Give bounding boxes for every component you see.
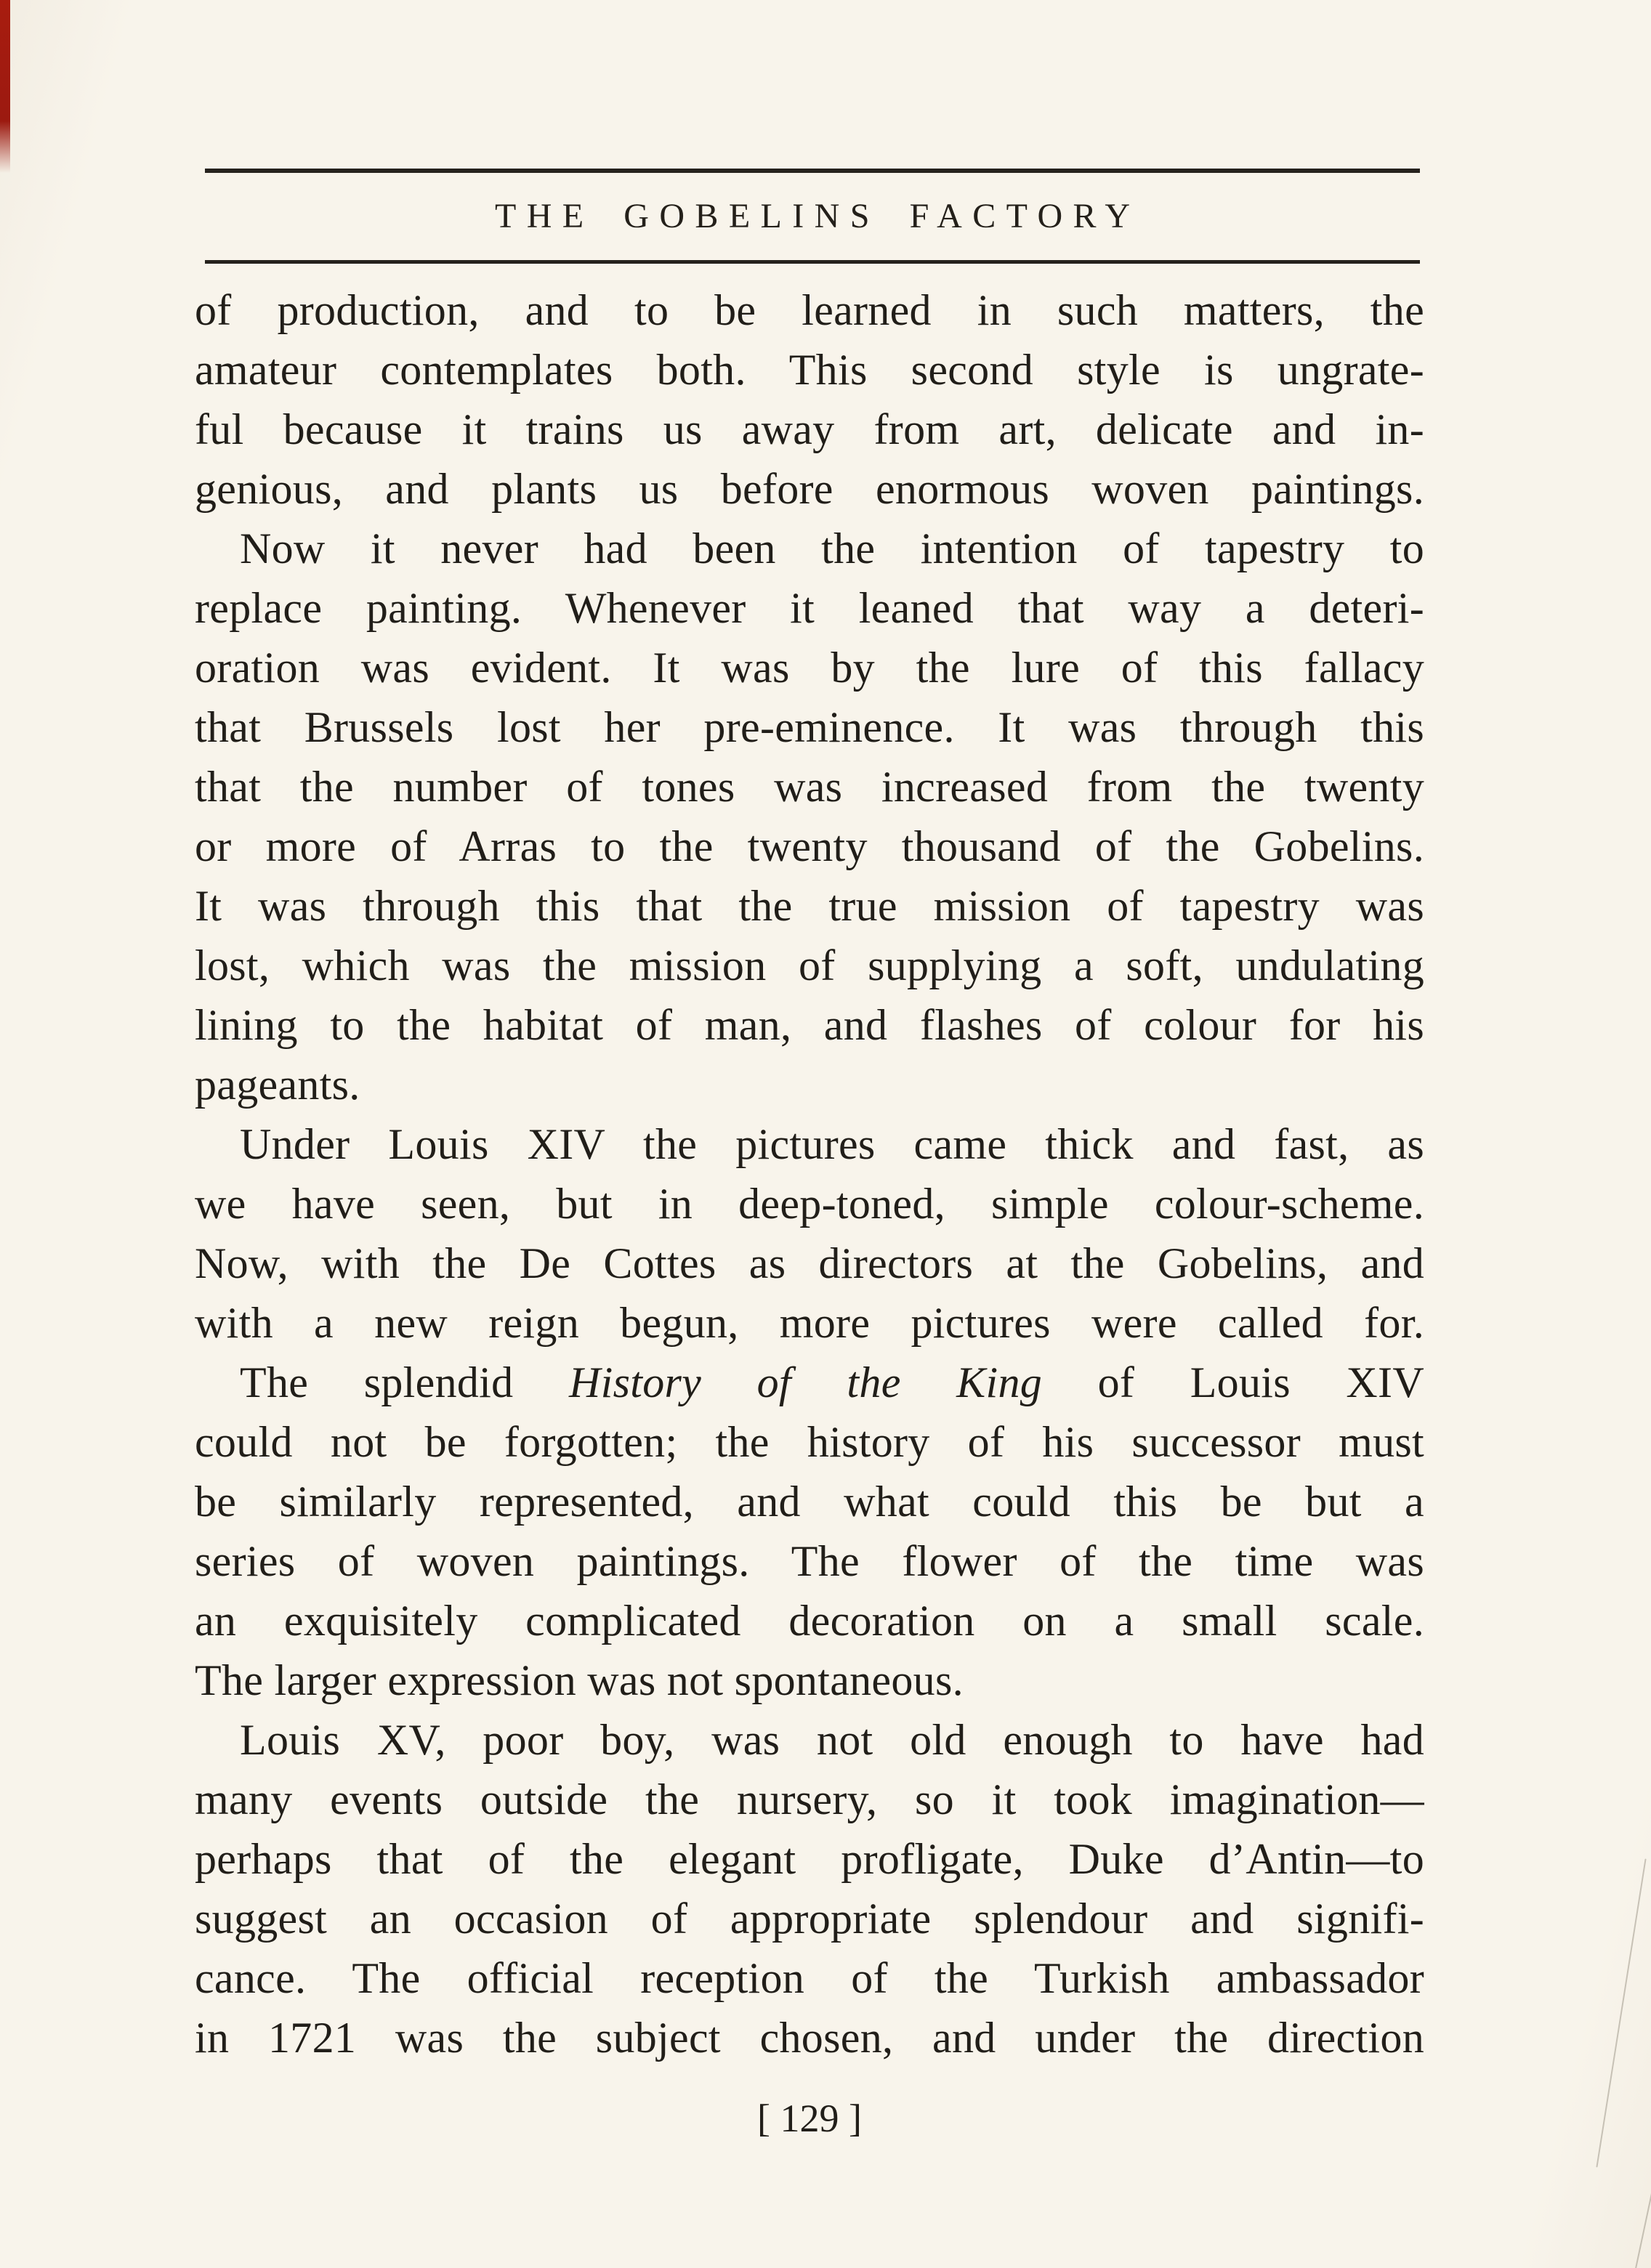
text-line: The larger expression was not spontaneous.: [195, 1656, 964, 1704]
text-line: cance. The official reception of the Turkish ambassador: [195, 1954, 1424, 2002]
text-line: series of woven paintings. The flower of the time was: [195, 1537, 1424, 1585]
text-segment: The splendid: [240, 1358, 569, 1406]
text-line: Louis XV, poor boy, was not old enough to have had: [240, 1716, 1424, 1764]
text-line: pageants.: [195, 1061, 360, 1109]
text-line: we have seen, but in deep-toned, simple colour-scheme.: [195, 1180, 1424, 1228]
scan-artifact-red-edge: [0, 0, 10, 173]
text-line: of production, and to be learned in such matters, the: [195, 286, 1424, 334]
page-header: [205, 169, 1420, 264]
paragraph-2: [195, 519, 1424, 1114]
text-line: lost, which was the mission of supplying a soft, undulating: [195, 941, 1424, 989]
header-rule-bottom: [205, 260, 1420, 264]
text-line: that the number of tones was increased from the twenty: [195, 763, 1424, 811]
text-line: amateur contemplates both. This second style is ungrate-: [195, 346, 1424, 394]
text-line: replace painting. Whenever it leaned that way a deteri-: [195, 584, 1424, 632]
text-line: It was through this that the true mission of tapestry was: [195, 882, 1424, 930]
text-line: perhaps that of the elegant profligate, Duke d’Antin—to: [195, 1835, 1424, 1883]
paragraph-1: [195, 280, 1424, 519]
text-line: could not be forgotten; the history of his successor must: [195, 1418, 1424, 1466]
text-line: with a new reign begun, more pictures were called for.: [195, 1299, 1424, 1347]
text-line: ful because it trains us away from art, delicate and in-: [195, 405, 1424, 453]
text-line: [195, 1353, 1424, 1412]
text-line: lining to the habitat of man, and flashes of colour for his: [195, 1001, 1424, 1049]
page-body: [195, 280, 1424, 2067]
scan-artifact-hairline: [1596, 1858, 1646, 2167]
text-line: an exquisitely complicated decoration on a small scale.: [195, 1597, 1424, 1645]
page-number: [ 129 ]: [757, 2097, 862, 2140]
paragraph-3: [195, 1114, 1424, 1353]
text-segment: of Louis XIV: [1042, 1358, 1424, 1406]
paragraph-5: [195, 1710, 1424, 2067]
text-line: many events outside the nursery, so it took imagination—: [195, 1775, 1424, 1823]
text-line: oration was evident. It was by the lure of this fallacy: [195, 644, 1424, 692]
running-head-title: THE GOBELINS FACTORY: [494, 197, 1141, 235]
book-title-italic: History of the King: [568, 1358, 1043, 1406]
paragraph-4: [195, 1353, 1424, 1710]
text-line: Now it never had been the intention of tapestry to: [240, 525, 1424, 572]
text-line: that Brussels lost her pre-eminence. It was through this: [195, 703, 1424, 751]
text-line: in 1721 was the subject chosen, and under the direction: [195, 2014, 1424, 2062]
text-line: genious, and plants us before enormous woven paintings.: [195, 465, 1424, 513]
scan-artifact-hairline: [1618, 2131, 1651, 2268]
text-line: Now, with the De Cottes as directors at the Gobelins, and: [195, 1239, 1424, 1287]
text-line: suggest an occasion of appropriate splendour and signifi-: [195, 1895, 1424, 1943]
text-line: or more of Arras to the twenty thousand of the Gobelins.: [195, 822, 1424, 870]
text-line: be similarly represented, and what could this be but a: [195, 1478, 1424, 1526]
text-line: Under Louis XIV the pictures came thick and fast, as: [240, 1120, 1424, 1168]
